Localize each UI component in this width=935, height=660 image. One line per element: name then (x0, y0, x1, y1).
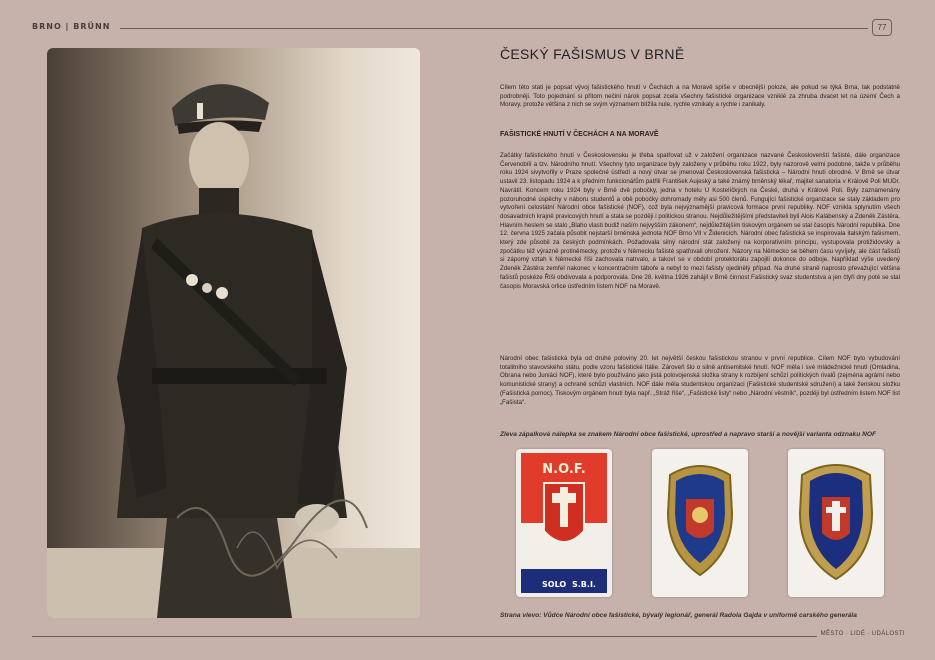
badges-caption: Zleva zápalková nálepka se znakem Národní obce fašistické, uprostřed a napravo starší a novější varianta odznaku NOF (500, 431, 876, 438)
article-title: ČESKÝ FAŠISMUS V BRNĚ (500, 46, 685, 62)
page-number: 77 (872, 19, 892, 36)
portrait-photo (47, 48, 420, 618)
section-subheading: FAŠISTICKÉ HNUTÍ V ČECHÁCH A NA MORAVĚ (500, 131, 659, 138)
page-header (32, 18, 900, 38)
badge-old-variant-image (652, 449, 748, 597)
header-rule (120, 28, 868, 29)
footer-rule (32, 636, 817, 637)
badge-new-variant-image (788, 449, 884, 597)
matchbox-label-image (516, 449, 612, 597)
body-paragraph-2: Národní obec fašistická byla od druhé poloviny 20. let největší českou fašistickou stranou v první republice. Cílem NOF bylo vybudování totalitního stavovského státu, podle vzoru fašistické Itálie. Zároveň šlo o silně antisemitské hnutí. NOF měla i své mládežnické hnutí (Omladina, Obrana nebo Juniáci NOF), které bylo používáno jako jistá polovojenská složka strany k rozbíjení schůzí politických rivalů (zejména agrární nebo komunistické strany) a ochraně schůzí vlastních. NOF dále měla studentskou organizaci (Fašistické studentské sdružení) a také ženskou složku (Fašistická pomoc). Tiskovým orgánem hnutí byla např. „Stráž říše“, „Fašistické listy“ nebo „Národní věstník“, později byl ústředním listem NOF list „Fašista“. (500, 355, 900, 406)
section-brand: BRNO | BRÜNN (32, 22, 111, 31)
footer-text: MĚSTO · LIDÉ · UDÁLOSTI (820, 631, 905, 637)
matchbox-right-text: S.B.I. (572, 580, 596, 589)
portrait-caption: Strana vlevo: Vůdce Národní obce fašistické, bývalý legionář, generál Radola Gajda v uniformě carského generála (500, 612, 857, 619)
matchbox-left-text: SOLO (542, 580, 567, 589)
matchbox-top-text: N.O.F. (542, 462, 586, 477)
intro-paragraph: Cílem této stati je popsat vývoj fašistického hnutí v Čechách a na Moravě spíše v obecnější poloze, ale pokud se týká Brna, tak podstatně podrobněji. Toto pojednání si přitom nečiní nárok popsat zcela všechny fašistické organizace vzniklé za zhruba dvacet let na území Čech a Moravy, protože většina z nich se svým významem blížila nule, rychle vznikaly a rychle i zanikaly. (500, 84, 900, 109)
body-paragraph-1: Začátky fašistického hnutí v Československu je třeba spatřovat už v založení organizace nazvané Českoslovenští fašisté, dále organizace Červenobílí a tzv. Národního hnutí. Všechny tyto organizace byly založeny v průběhu roku 1922, byly nazorově velmi podobné, takže v průběhu roku 1924 sivytvořily v Praze společné ústředí a nový útvar se jmenoval Československá fašistická – Národní hnutí obrodné. V Brně se útvar ustavil 23. listopadu 1924 a k předním funkcionářům patřili František Aujeský a také známý brněnský lékař, majitel sanatoria v Králově Poli MUDr. Navrátil. Koncem roku 1924 byly v Brně dvě pobočky, jedna v hotelu U Kostelíčkých na České, druhá v Králově Poli. Byly zaznamenány pozoruhodné úspěchy v náboru studentů a obě pobočky dohromady měly asi 500 členů. Fungující fašistické organizace se staly základem pro vytvoření celostátní Národní obce fašistické (NOF), což byla nejvýznamější pravicová formace první republiky. NOF vznikla splynutím všech dosavadních krajně pravicových hnutí a stala se později i politickou stranou. Nejdůležitějšími představiteli byli Alois Kalábenský a Zdeněk Zástěra. Hlavním heslem se stalo „Blaho vlasti budiž naším nejvyšším zákonem“, nejdůležitějším tiskovým orgánem se stal časopis Národní republika. Dne 12. června 1925 začala působit nejstarší brněnská jednota NOF Brno VII v Židenicích. Národní obec fašistická se inspirovala italským fašismem, který zde působil za českých podmínkách. Požadovala silný národní stát založený na korporativním principu, vystupovala protižidovsky a zpočátku též výrazně protiněmecky, protože v Německu fašisté spatřovali ohrožení. Názory na Německo se během času vyvíjely, ale část fašistů si zápomý vztah k Německé říši zachovala natrvalo, a takoví se v období protektorátu zapojili dokonce do odboje. Například výše uvedený Zdeněk Zástěra zemřel nakonec v koncentračním táboře a nebyl to mezi fašisty ojedinělý případ. Na druhé straně naprosto převažující většina fašistů poskéze Říši obdivovala a podporovala. Dne 28. května 1926 zahájil v Brně činnost Fašistický svaz studentstva a jen čtyři dny poté se stal časopis Moravská orlice ústředním listem NOF na Moravě. (500, 152, 900, 290)
